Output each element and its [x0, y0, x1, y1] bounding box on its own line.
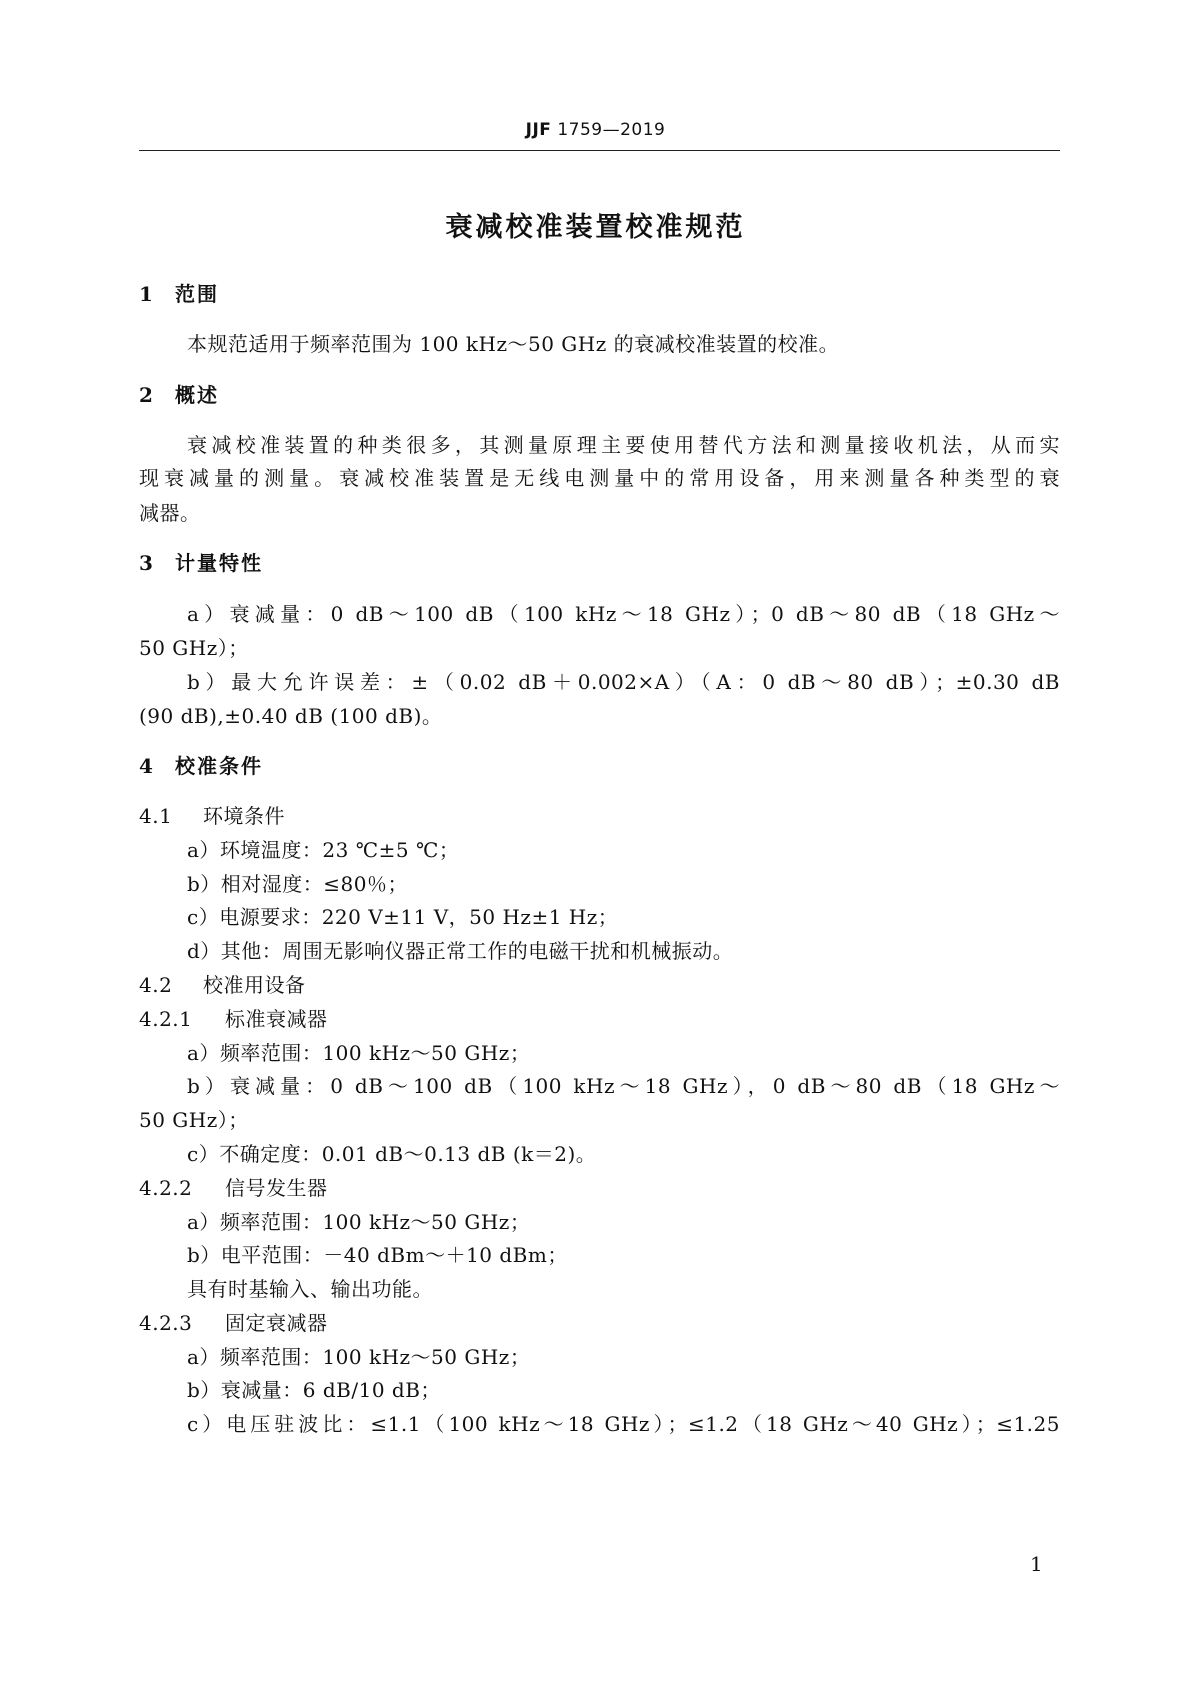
section-3-item-a-line-1: a）衰减量：0 dB～100 dB（100 kHz～18 GHz）；0 dB～80 dB（18 GHz～ [187, 602, 1060, 626]
subsection-title: 固定衰减器 [225, 1311, 328, 1335]
subsection-4-2-heading [139, 969, 306, 998]
section-title: 范围 [175, 282, 219, 306]
subsection-title: 环境条件 [203, 804, 285, 828]
subsection-4-1-heading [139, 800, 285, 829]
subsection-4-2-1-item-b-line-1: b）衰减量：0 dB～100 dB（100 kHz～18 GHz），0 dB～80 dB（18 GHz～ [187, 1074, 1060, 1098]
section-title: 计量特性 [175, 551, 263, 575]
subsection-title: 校准用设备 [203, 973, 306, 997]
subsection-4-2-2-item-a: a）频率范围：100 kHz～50 GHz； [187, 1210, 531, 1234]
section-1-paragraph: 本规范适用于频率范围为 100 kHz～50 GHz 的衰减校准装置的校准。 [187, 332, 840, 356]
subsection-4-2-1-item-a: a）频率范围：100 kHz～50 GHz； [187, 1041, 531, 1065]
subsection-title: 信号发生器 [225, 1176, 328, 1200]
subsection-4-1-item-d: d）其他：周围无影响仪器正常工作的电磁干扰和机械振动。 [187, 939, 734, 963]
subsection-4-2-3-item-b: b）衰减量：6 dB/10 dB； [187, 1378, 441, 1402]
section-2-heading [139, 379, 219, 408]
subsection-number: 4.1 [139, 804, 173, 828]
subsection-4-2-3-heading [139, 1307, 328, 1336]
section-2-line-3: 减器。 [139, 501, 201, 525]
subsection-4-2-2-heading [139, 1172, 328, 1201]
section-number: 1 [139, 282, 155, 306]
subsection-number: 4.2.2 [139, 1176, 193, 1200]
section-number: 2 [139, 383, 155, 407]
subsection-4-2-1-heading [139, 1003, 328, 1032]
section-2-line-1: 衰减校准装置的种类很多，其测量原理主要使用替代方法和测量接收机法，从而实 [187, 433, 1060, 457]
header-rule [139, 150, 1060, 151]
section-3-item-b-line-2: (90 dB),±0.40 dB (100 dB)。 [139, 704, 443, 728]
subsection-4-1-item-b: b）相对湿度：≤80％； [187, 872, 409, 896]
section-number: 3 [139, 551, 155, 575]
running-header [0, 120, 1191, 140]
section-3-item-b-line-1: b）最大允许误差：±（0.02 dB＋0.002×A）（A：0 dB～80 dB）；±0.30 dB [187, 670, 1060, 694]
subsection-4-2-3-item-c: c）电压驻波比：≤1.1（100 kHz～18 GHz）；≤1.2（18 GHz～40 GHz）；≤1.25 [187, 1412, 1060, 1436]
subsection-4-1-item-c: c）电源要求：220 V±11 V，50 Hz±1 Hz； [187, 905, 619, 929]
section-4-heading [139, 750, 263, 779]
subsection-4-2-1-item-c: c）不确定度：0.01 dB～0.13 dB (k＝2)。 [187, 1142, 597, 1166]
subsection-title: 标准衰减器 [225, 1007, 328, 1031]
document-title: 衰减校准装置校准规范 [445, 212, 746, 243]
subsection-4-2-2-item-b: b）电平范围：－40 dBm～＋10 dBm； [187, 1243, 568, 1267]
section-3-heading [139, 547, 263, 576]
section-title: 校准条件 [175, 754, 263, 778]
header-code: JJF [525, 120, 552, 140]
subsection-number: 4.2.1 [139, 1007, 193, 1031]
section-number: 4 [139, 754, 155, 778]
section-2-line-2: 现衰减量的测量。衰减校准装置是无线电测量中的常用设备，用来测量各种类型的衰 [139, 466, 1060, 490]
page-number: 1 [1030, 1552, 1043, 1576]
subsection-4-2-3-item-a: a）频率范围：100 kHz～50 GHz； [187, 1345, 531, 1369]
subsection-number: 4.2 [139, 973, 173, 997]
subsection-4-2-2-note: 具有时基输入、输出功能。 [187, 1277, 433, 1301]
subsection-4-2-1-item-b-line-2: 50 GHz）； [139, 1108, 249, 1132]
subsection-number: 4.2.3 [139, 1311, 193, 1335]
header-number: 1759—2019 [557, 120, 666, 140]
section-1-heading [139, 278, 219, 307]
section-title: 概述 [175, 383, 219, 407]
section-3-item-a-line-2: 50 GHz）； [139, 636, 249, 660]
subsection-4-1-item-a: a）环境温度：23 ℃±5 ℃； [187, 838, 460, 862]
